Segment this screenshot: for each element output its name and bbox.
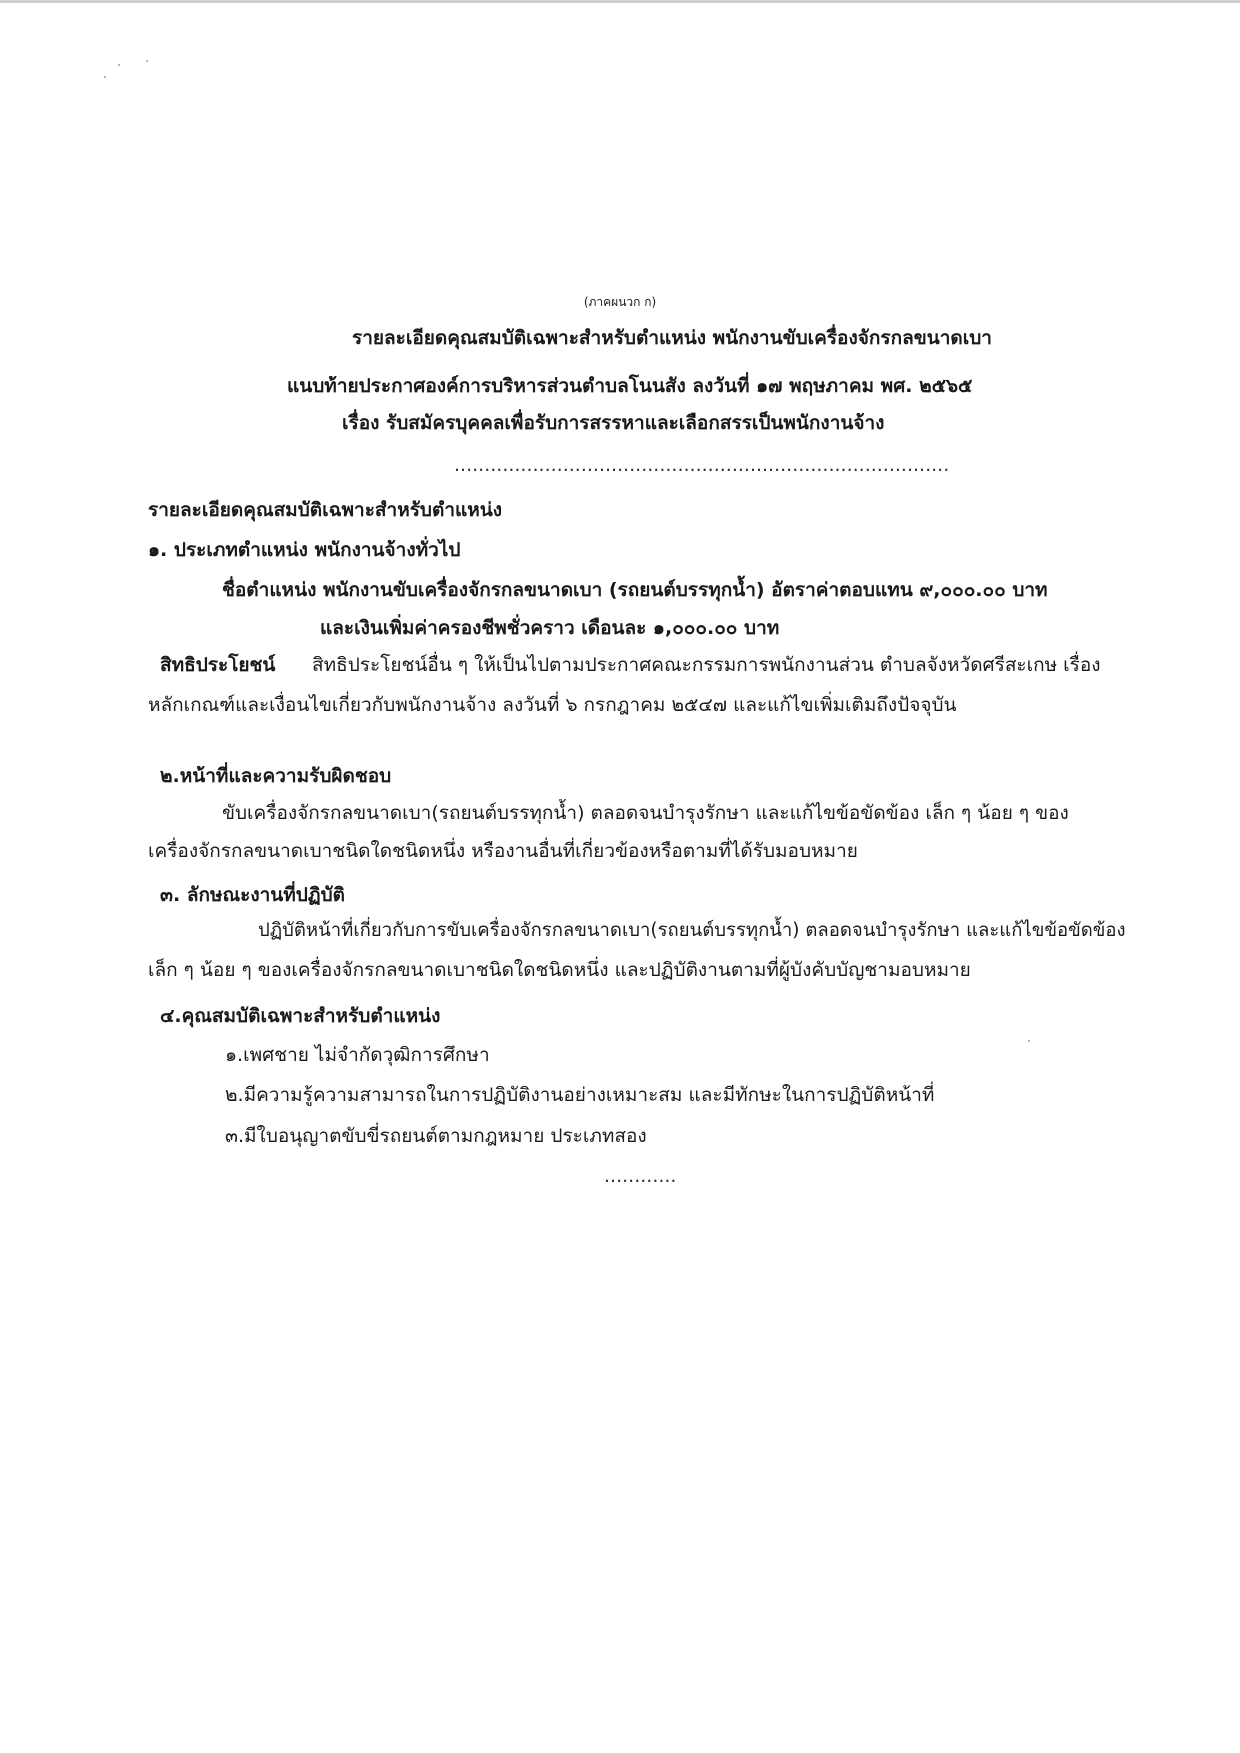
item2-title: ๒.หน้าที่และความรับผิดชอบ xyxy=(160,765,392,787)
separator-dots: .................................................................................. xyxy=(454,454,950,476)
benefits-line-1: สิทธิประโยชน์อื่น ๆ ให้เป็นไปตามประกาศคณะกรรมการพนักงานส่วน ตำบลจังหวัดศรีสะเกษ เรื่อง xyxy=(312,654,1101,676)
item1-position: ชื่อตำแหน่ง พนักงานขับเครื่องจักรกลขนาดเบา (รถยนต์บรรทุกน้ำ) อัตราค่าตอบแทน ๙,๐๐๐.๐๐ บาท xyxy=(222,579,1048,601)
item1-title: ๑. ประเภทตำแหน่ง พนักงานจ้างทั่วไป xyxy=(148,539,461,561)
item3-line-1: ปฏิบัติหน้าที่เกี่ยวกับการขับเครื่องจักรกลขนาดเบา(รถยนต์บรรทุกน้ำ) ตลอดจนบำรุงรักษา และแก้ไขข้อขัดข้อง xyxy=(258,920,1126,941)
item2-line-2: เครื่องจักรกลขนาดเบาชนิดใดชนิดหนึ่ง หรืองานอื่นที่เกี่ยวข้องหรือตามที่ได้รับมอบหมาย xyxy=(148,840,858,862)
item2-line-1: ขับเครื่องจักรกลขนาดเบา(รถยนต์บรรทุกน้ำ) ตลอดจนบำรุงรักษา และแก้ไขข้อขัดข้อง เล็ก ๆ น้อย ๆ ของ xyxy=(222,802,1069,824)
item4-title: ๔.คุณสมบัติเฉพาะสำหรับตำแหน่ง xyxy=(160,1005,441,1027)
appendix-label: (ภาคผนวก ก) xyxy=(583,295,657,309)
item3-title: ๓. ลักษณะงานที่ปฏิบัติ xyxy=(160,884,345,906)
heading-line-2: แนบท้ายประกาศองค์การบริหารส่วนตำบลโนนสัง ลงวันที่ ๑๗ พฤษภาคม พศ. ๒๕๖๕ xyxy=(287,375,973,397)
item4-sub-2: ๒.มีความรู้ความสามารถในการปฏิบัติงานอย่างเหมาะสม และมีทักษะในการปฏิบัติหน้าที่ xyxy=(225,1084,935,1106)
benefits-line-2: หลักเกณฑ์และเงื่อนไขเกี่ยวกับพนักงานจ้าง ลงวันที่ ๖ กรกฎาคม ๒๕๔๗ และแก้ไขเพิ่มเติมถึงปัจจุบัน xyxy=(148,694,957,716)
scan-top-edge xyxy=(0,0,1240,3)
scan-speck xyxy=(118,64,120,66)
heading-line-3: เรื่อง รับสมัครบุคคลเพื่อรับการสรรหาและเลือกสรรเป็นพนักงานจ้าง xyxy=(342,412,885,434)
section-title: รายละเอียดคุณสมบัติเฉพาะสำหรับตำแหน่ง xyxy=(148,499,503,521)
scan-speck xyxy=(146,60,148,62)
heading-line-1: รายละเอียดคุณสมบัติเฉพาะสำหรับตำแหน่ง พนักงานขับเครื่องจักรกลขนาดเบา xyxy=(352,327,992,349)
benefits-label: สิทธิประโยชน์ xyxy=(160,654,276,676)
end-dots: ............ xyxy=(604,1165,677,1187)
item1-allowance: และเงินเพิ่มค่าครองชีพชั่วคราว เดือนละ ๑,๐๐๐.๐๐ บาท xyxy=(320,617,780,639)
item3-line-2: เล็ก ๆ น้อย ๆ ของเครื่องจักรกลขนาดเบาชนิดใดชนิดหนึ่ง และปฏิบัติงานตามที่ผู้บังคับบัญชามอบหมาย xyxy=(148,959,971,981)
scan-speck xyxy=(104,76,106,78)
scan-speck xyxy=(1028,1040,1030,1042)
item4-sub-3: ๓.มีใบอนุญาตขับขี่รถยนต์ตามกฎหมาย ประเภทสอง xyxy=(225,1125,647,1147)
item4-sub-1: ๑.เพศชาย ไม่จำกัดวุฒิการศึกษา xyxy=(225,1044,490,1066)
